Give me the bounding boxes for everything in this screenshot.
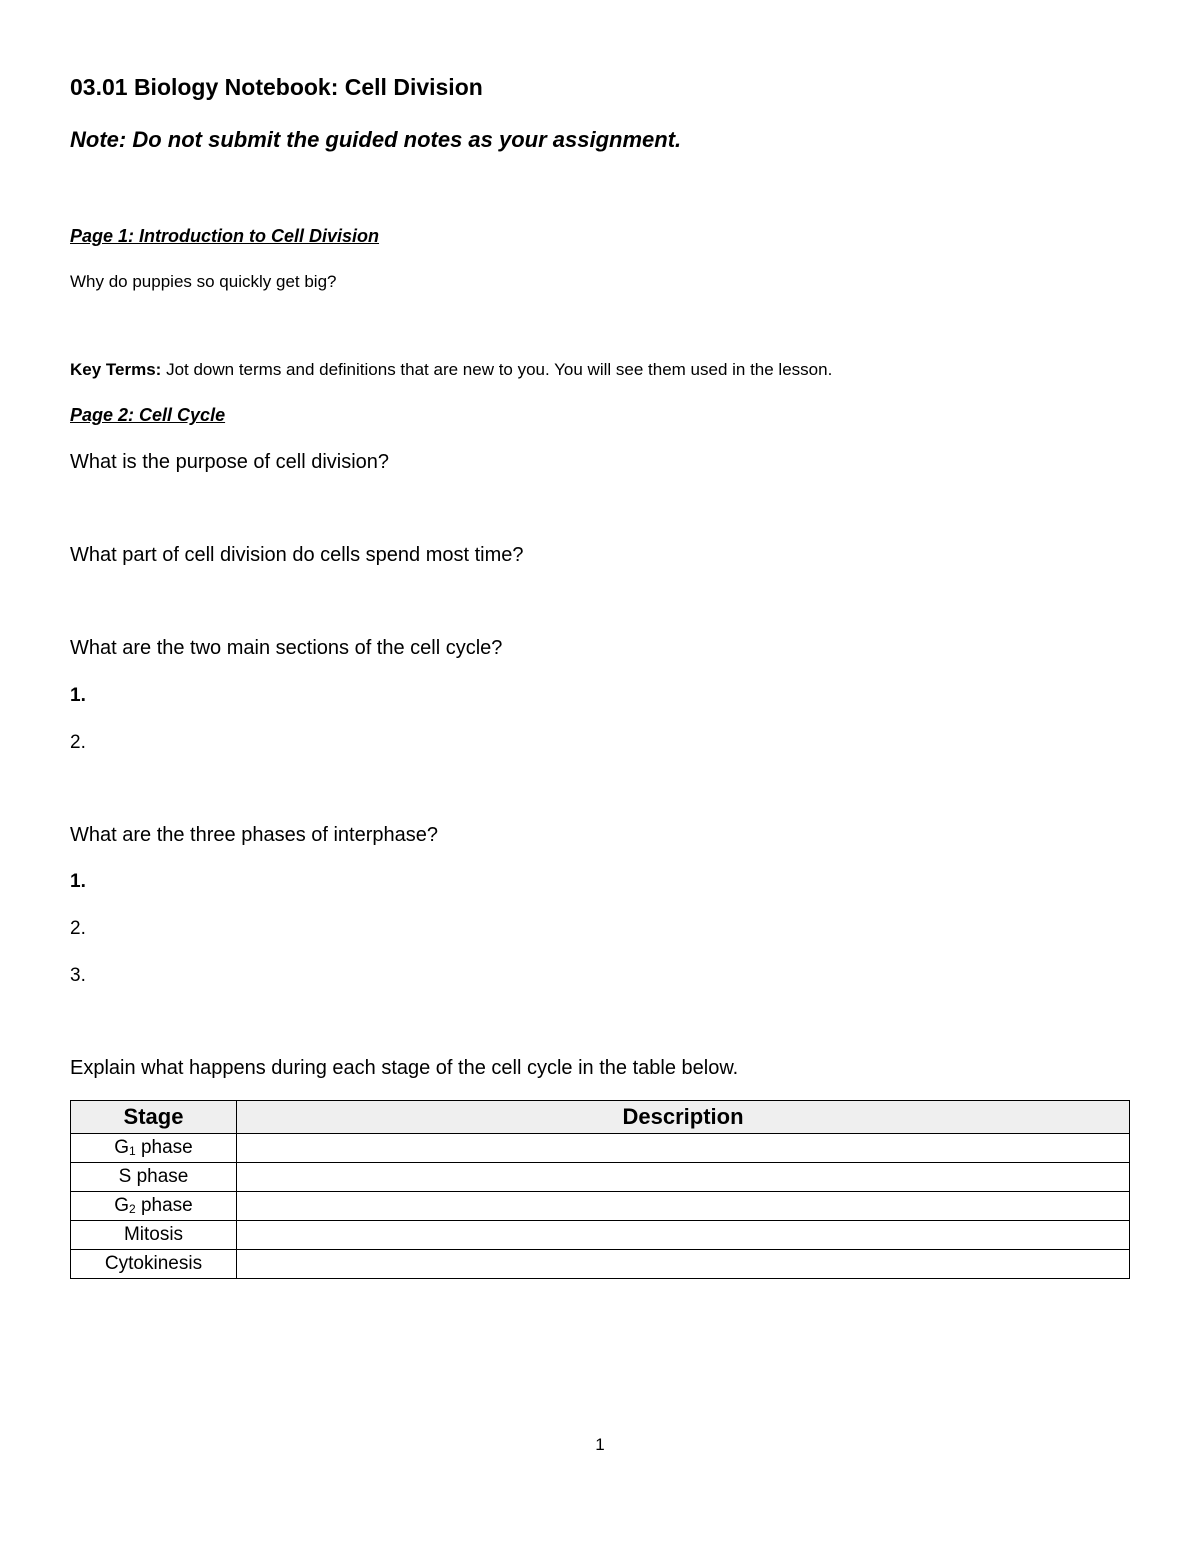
table-instruction: Explain what happens during each stage of the cell cycle in the table below. xyxy=(70,1057,739,1079)
stage-name: G xyxy=(114,1195,130,1216)
stage-name: G xyxy=(114,1137,130,1158)
list-item-number: 3. xyxy=(70,965,86,986)
stage-subscript: 1 xyxy=(129,1144,136,1158)
table-row xyxy=(71,1250,1130,1279)
question-purpose: What is the purpose of cell division? xyxy=(70,451,390,473)
stage-suffix: phase xyxy=(135,1195,193,1216)
description-cell[interactable] xyxy=(237,1163,1130,1192)
page-number: 1 xyxy=(595,1435,605,1454)
page2-heading: Page 2: Cell Cycle xyxy=(70,405,226,425)
list-item-number: 1. xyxy=(70,871,86,892)
table-row xyxy=(71,1192,1130,1221)
document-title: 03.01 Biology Notebook: Cell Division xyxy=(70,74,483,100)
cell-cycle-table xyxy=(70,1100,1130,1279)
stage-cell xyxy=(71,1221,237,1250)
submission-note: Note: Do not submit the guided notes as your assignment. xyxy=(70,127,682,152)
question-interphase-phases: What are the three phases of interphase? xyxy=(70,824,439,846)
stage-name: Mitosis xyxy=(123,1224,184,1245)
table-header-row xyxy=(71,1101,1130,1134)
list-item-number: 2. xyxy=(70,918,86,939)
table-row xyxy=(71,1163,1130,1192)
key-terms-text: Jot down terms and definitions that are new to you. You will see them used in the lesson. xyxy=(161,360,833,379)
key-terms-line xyxy=(70,360,832,380)
question-main-sections: What are the two main sections of the cell cycle? xyxy=(70,637,503,659)
page1-question: Why do puppies so quickly get big? xyxy=(70,272,337,291)
stage-subscript: 2 xyxy=(129,1202,136,1216)
list-item-number: 2. xyxy=(70,732,86,753)
description-cell[interactable] xyxy=(237,1192,1130,1221)
stage-cell xyxy=(71,1192,237,1221)
stage-column-header: Stage xyxy=(71,1101,237,1134)
description-cell[interactable] xyxy=(237,1250,1130,1279)
stage-cell xyxy=(71,1250,237,1279)
key-terms-label: Key Terms: xyxy=(70,360,162,379)
table-row xyxy=(71,1221,1130,1250)
stage-suffix: phase xyxy=(135,1137,193,1158)
question-most-time: What part of cell division do cells spend most time? xyxy=(70,544,524,566)
list-item-number: 1. xyxy=(70,685,86,706)
description-cell[interactable] xyxy=(237,1134,1130,1163)
stage-cell xyxy=(71,1163,237,1192)
description-cell[interactable] xyxy=(237,1221,1130,1250)
description-column-header: Description xyxy=(237,1101,1130,1134)
stage-cell xyxy=(71,1134,237,1163)
stage-name: S phase xyxy=(118,1166,189,1187)
page1-heading: Page 1: Introduction to Cell Division xyxy=(70,226,380,246)
table-row xyxy=(71,1134,1130,1163)
stage-name: Cytokinesis xyxy=(104,1253,203,1274)
